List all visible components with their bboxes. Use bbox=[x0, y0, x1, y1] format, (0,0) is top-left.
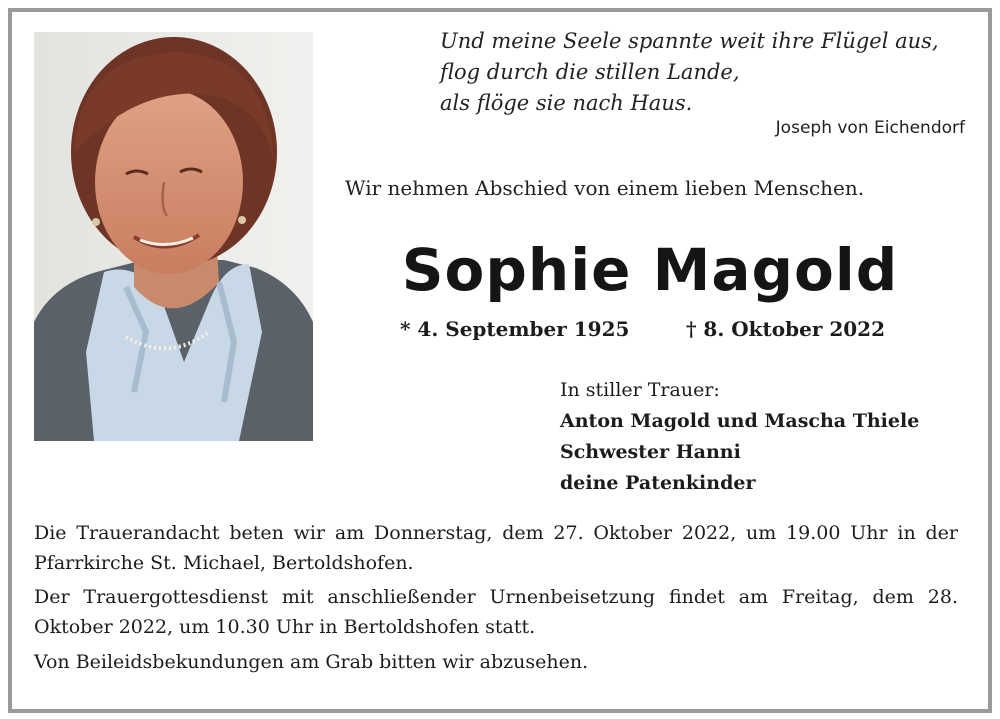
deceased-name: Sophie Magold bbox=[401, 236, 899, 304]
mourner-name: deine Patenkinder bbox=[560, 472, 756, 494]
birth-date: * 4. September 1925 bbox=[400, 317, 630, 341]
mourners-block bbox=[560, 375, 919, 499]
poem-author: Joseph von Eichendorf bbox=[775, 118, 965, 138]
mourner-name: Schwester Hanni bbox=[560, 441, 741, 463]
death-date: † 8. Oktober 2022 bbox=[686, 317, 885, 341]
vigil-info-paragraph: Die Trauerandacht beten wir am Donnerstag, dem 27. Oktober 2022, um 19.00 Uhr in der Pfarrkirche St. Michael, Bertoldshofen. bbox=[34, 522, 958, 574]
farewell-text: Wir nehmen Abschied von einem lieben Menschen. bbox=[345, 176, 865, 200]
mourner-name: Anton Magold und Mascha Thiele bbox=[560, 410, 920, 432]
mourning-intro: In stiller Trauer: bbox=[560, 379, 720, 401]
condolence-note: Von Beileidsbekundungen am Grab bitten wir abzusehen. bbox=[34, 651, 589, 673]
funeral-info-paragraph: Der Trauergottesdienst mit anschließender Urnenbeisetzung findet am Freitag, dem 28. Oktober 2022, um 10.30 Uhr in Bertoldshofen statt. bbox=[34, 586, 958, 638]
poem-line: flog durch die stillen Lande, bbox=[440, 60, 740, 84]
poem-line: Und meine Seele spannte weit ihre Flügel aus, bbox=[440, 29, 939, 53]
portrait-photo bbox=[34, 32, 313, 441]
poem-quote bbox=[440, 26, 960, 119]
portrait-illustration bbox=[34, 32, 313, 441]
poem-line: als flöge sie nach Haus. bbox=[440, 91, 693, 115]
